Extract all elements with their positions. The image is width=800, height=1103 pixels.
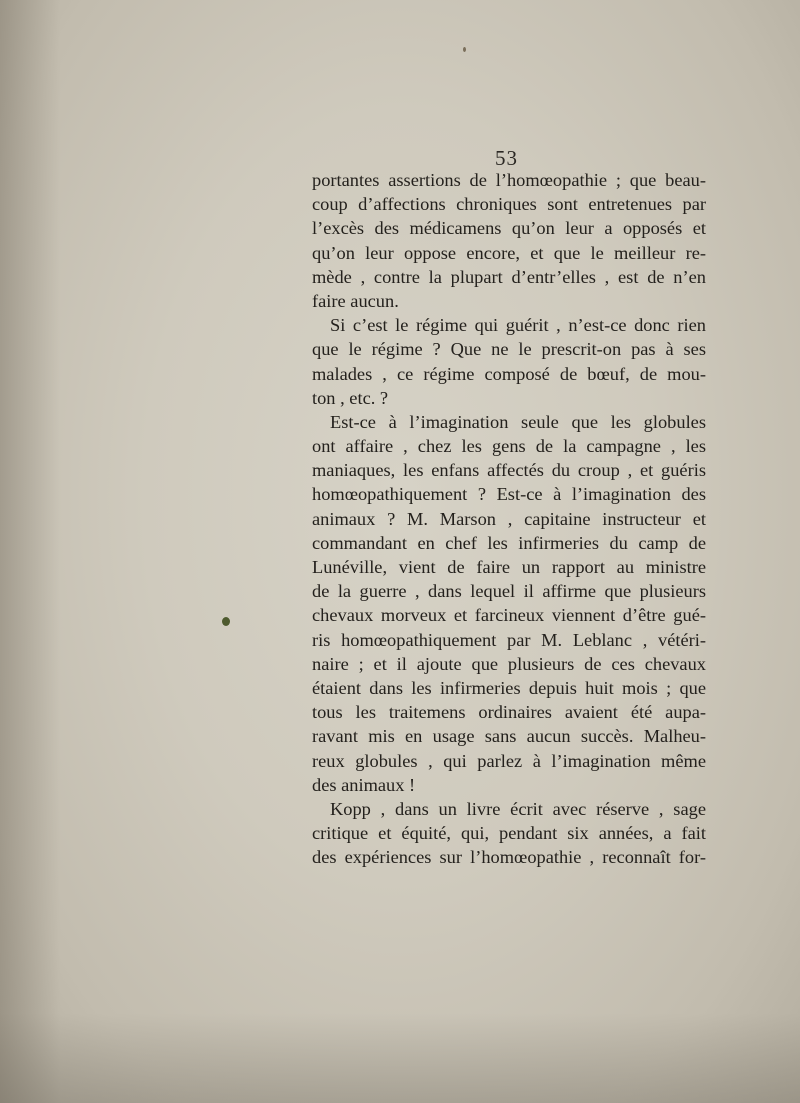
text-line: faire aucun. xyxy=(312,290,399,311)
text-line: naire ; et il ajoute que plusieurs de ces chevaux xyxy=(312,653,706,674)
text-line: qu’on leur oppose encore, et que le meilleur re- xyxy=(312,242,706,263)
body-text xyxy=(312,168,706,869)
page-edge-shadow xyxy=(0,0,60,1103)
text-line: animaux ? M. Marson , capitaine instructeur et xyxy=(312,508,706,529)
page-bottom-shadow xyxy=(0,1013,800,1103)
text-line: ris homœopathiquement par M. Leblanc , vétéri- xyxy=(312,629,706,650)
text-line: tous les traitemens ordinaires avaient été aupa- xyxy=(312,702,706,723)
text-line: portantes assertions de l’homœopathie ; que beau- xyxy=(312,170,706,190)
text-line: maniaques, les enfans affectés du croup , et guéris xyxy=(312,460,706,481)
text-line: Lunéville, vient de faire un rapport au ministre xyxy=(312,557,706,577)
text-line: ton , etc. ? xyxy=(312,387,389,408)
ink-speck xyxy=(222,617,230,626)
text-line: l’excès des médicamens qu’on leur a opposés et xyxy=(312,218,706,239)
text-line: mède , contre la plupart d’entr’elles , est de n’en xyxy=(312,266,706,287)
page-number: 53 xyxy=(495,146,518,170)
text-line: des animaux ! xyxy=(312,774,416,795)
ink-speck xyxy=(463,47,466,52)
text-line: Est-ce à l’imagination seule que les globules xyxy=(330,411,706,432)
text-line: reux globules , qui parlez à l’imagination même xyxy=(312,750,706,771)
text-line: ravant mis en usage sans aucun succès. Malheu- xyxy=(312,726,706,747)
text-line: étaient dans les infirmeries depuis huit mois ; que xyxy=(312,677,706,698)
text-line: coup d’affections chroniques sont entretenues par xyxy=(312,194,706,215)
text-line: des expériences sur l’homœopathie , reconnaît for- xyxy=(312,847,706,868)
text-line: malades , ce régime composé de bœuf, de mou- xyxy=(312,363,706,384)
text-line: ont affaire , chez les gens de la campagne , les xyxy=(312,436,706,457)
text-line: Kopp , dans un livre écrit avec réserve , sage xyxy=(330,798,706,819)
text-line: commandant en chef les infirmeries du camp de xyxy=(312,532,706,553)
text-line: homœopathiquement ? Est-ce à l’imagination des xyxy=(312,484,706,505)
text-line: de la guerre , dans lequel il affirme que plusieurs xyxy=(312,581,706,602)
text-line: chevaux morveux et farcineux viennent d’être gué- xyxy=(312,605,706,626)
text-line: Si c’est le régime qui guérit , n’est-ce donc rien xyxy=(330,315,706,336)
text-line: que le régime ? Que ne le prescrit-on pas à ses xyxy=(312,339,706,360)
text-line: critique et équité, qui, pendant six années, a fait xyxy=(312,823,706,844)
